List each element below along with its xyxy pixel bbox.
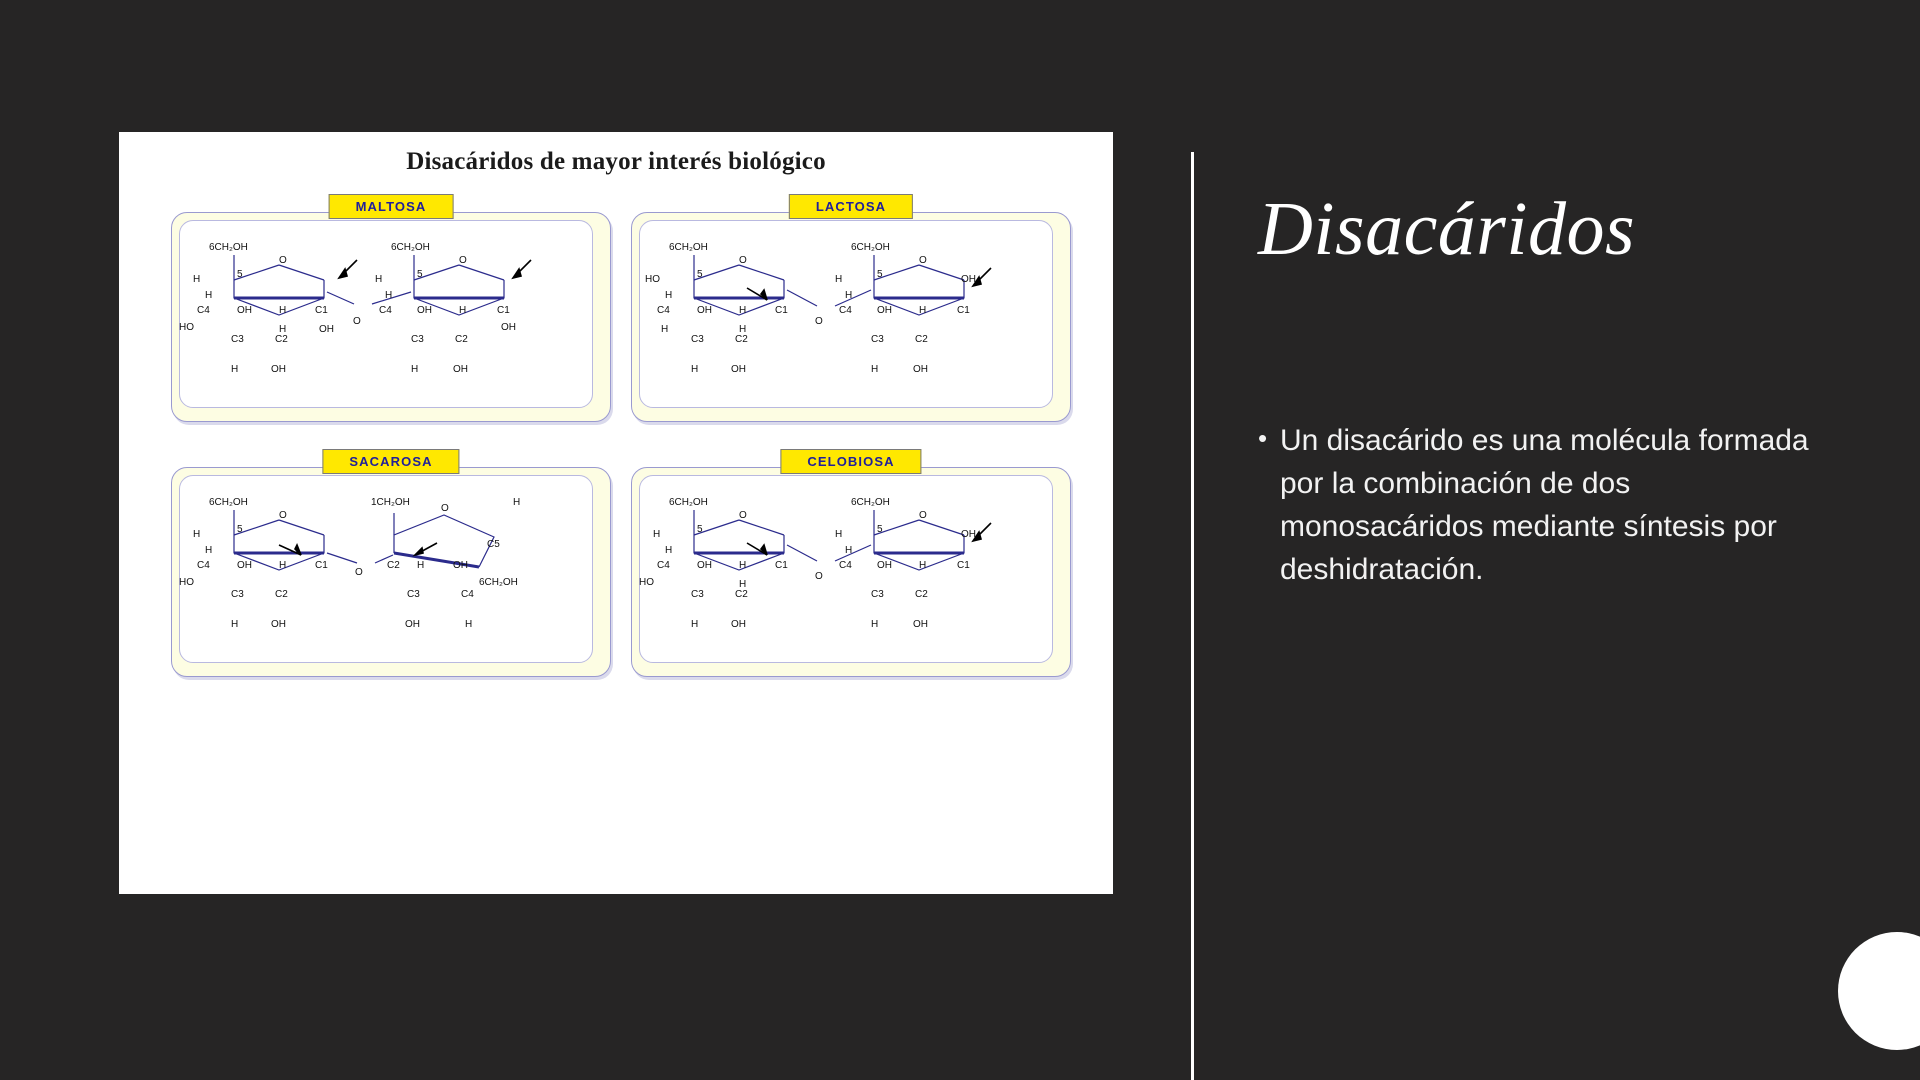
svg-text:C2: C2 — [387, 560, 400, 571]
svg-text:H: H — [417, 560, 425, 571]
svg-text:6CH₂OH: 6CH₂OH — [851, 242, 890, 253]
svg-text:C2: C2 — [275, 589, 288, 600]
svg-text:1CH₂OH: 1CH₂OH — [371, 497, 410, 508]
svg-text:H: H — [279, 305, 287, 316]
disaccharide-panel-sacarosa — [171, 449, 611, 677]
svg-text:O: O — [459, 255, 467, 266]
corner-circle-decoration — [1838, 932, 1920, 1050]
svg-text:H: H — [845, 290, 853, 301]
disaccharide-panel-lactosa — [631, 194, 1071, 422]
svg-text:C4: C4 — [379, 305, 392, 316]
svg-text:C2: C2 — [915, 334, 928, 345]
svg-text:C3: C3 — [231, 589, 244, 600]
vertical-divider — [1191, 152, 1194, 1080]
svg-text:C2: C2 — [455, 334, 468, 345]
svg-text:C4: C4 — [839, 560, 852, 571]
svg-text:5: 5 — [417, 269, 423, 280]
svg-text:H: H — [193, 529, 201, 540]
svg-text:H: H — [231, 364, 239, 375]
svg-text:H: H — [691, 619, 699, 630]
svg-text:C1: C1 — [497, 305, 510, 316]
svg-text:O: O — [279, 510, 287, 521]
svg-text:C1: C1 — [957, 305, 970, 316]
svg-text:C2: C2 — [735, 589, 748, 600]
structure-diagram-maltosa — [179, 220, 601, 410]
svg-text:OH: OH — [271, 619, 286, 630]
svg-text:HO: HO — [639, 577, 654, 588]
svg-text:C4: C4 — [839, 305, 852, 316]
svg-text:C3: C3 — [411, 334, 424, 345]
svg-text:OH: OH — [913, 619, 928, 630]
svg-text:OH: OH — [961, 274, 976, 285]
panel-label-maltosa: MALTOSA — [329, 194, 454, 219]
svg-text:OH: OH — [237, 560, 252, 571]
svg-text:OH: OH — [271, 364, 286, 375]
svg-text:OH: OH — [237, 305, 252, 316]
svg-text:6CH₂OH: 6CH₂OH — [479, 577, 518, 588]
svg-text:O: O — [355, 567, 363, 578]
svg-text:6CH₂OH: 6CH₂OH — [391, 242, 430, 253]
svg-text:C4: C4 — [197, 560, 210, 571]
svg-text:OH: OH — [913, 364, 928, 375]
page-title: Disacáridos — [1258, 187, 1636, 271]
svg-text:O: O — [815, 571, 823, 582]
svg-text:H: H — [691, 364, 699, 375]
svg-text:H: H — [465, 619, 473, 630]
svg-text:OH: OH — [877, 305, 892, 316]
svg-text:C3: C3 — [691, 589, 704, 600]
bullet-list — [1258, 420, 1828, 592]
svg-text:H: H — [653, 529, 661, 540]
svg-text:6CH₂OH: 6CH₂OH — [669, 242, 708, 253]
svg-text:H: H — [375, 274, 383, 285]
svg-text:OH: OH — [697, 305, 712, 316]
svg-text:OH: OH — [961, 529, 976, 540]
svg-text:C4: C4 — [461, 589, 474, 600]
svg-text:H: H — [919, 305, 927, 316]
svg-text:6CH₂OH: 6CH₂OH — [209, 497, 248, 508]
svg-text:H: H — [385, 290, 393, 301]
svg-text:O: O — [739, 510, 747, 521]
svg-text:C4: C4 — [197, 305, 210, 316]
structure-diagram-sacarosa — [179, 475, 601, 665]
svg-text:H: H — [835, 274, 843, 285]
svg-text:H: H — [279, 324, 287, 335]
figure-image — [119, 132, 1113, 894]
svg-text:H: H — [661, 324, 669, 335]
svg-text:H: H — [845, 545, 853, 556]
svg-text:HO: HO — [645, 274, 660, 285]
svg-text:5: 5 — [237, 524, 243, 535]
svg-text:O: O — [353, 316, 361, 327]
svg-text:5: 5 — [237, 269, 243, 280]
svg-text:H: H — [739, 579, 747, 590]
svg-text:H: H — [459, 305, 467, 316]
svg-text:6CH₂OH: 6CH₂OH — [669, 497, 708, 508]
svg-text:H: H — [193, 274, 201, 285]
svg-text:C3: C3 — [407, 589, 420, 600]
svg-text:OH: OH — [697, 560, 712, 571]
svg-text:H: H — [739, 305, 747, 316]
svg-text:6CH₂OH: 6CH₂OH — [851, 497, 890, 508]
svg-text:H: H — [665, 290, 673, 301]
svg-text:HO: HO — [179, 322, 194, 333]
svg-text:H: H — [739, 560, 747, 571]
svg-text:H: H — [205, 290, 213, 301]
svg-text:OH: OH — [731, 364, 746, 375]
svg-text:H: H — [919, 560, 927, 571]
list-item — [1258, 420, 1828, 592]
svg-text:C1: C1 — [957, 560, 970, 571]
svg-text:H: H — [411, 364, 419, 375]
svg-text:O: O — [919, 255, 927, 266]
svg-text:5: 5 — [877, 524, 883, 535]
svg-text:OH: OH — [417, 305, 432, 316]
svg-text:OH: OH — [731, 619, 746, 630]
svg-text:C3: C3 — [691, 334, 704, 345]
disaccharide-panel-maltosa — [171, 194, 611, 422]
svg-text:C3: C3 — [871, 334, 884, 345]
svg-text:H: H — [279, 560, 287, 571]
svg-text:C3: C3 — [231, 334, 244, 345]
panel-label-sacarosa: SACAROSA — [322, 449, 459, 474]
svg-text:O: O — [815, 316, 823, 327]
figure-title: Disacáridos de mayor interés biológico — [406, 148, 826, 175]
svg-text:C4: C4 — [657, 305, 670, 316]
svg-text:C1: C1 — [775, 560, 788, 571]
svg-text:C2: C2 — [915, 589, 928, 600]
svg-text:C1: C1 — [775, 305, 788, 316]
svg-text:C2: C2 — [275, 334, 288, 345]
bullet-dot-icon: • — [1258, 423, 1268, 453]
svg-text:OH: OH — [453, 364, 468, 375]
svg-text:5: 5 — [697, 524, 703, 535]
svg-text:OH: OH — [405, 619, 420, 630]
svg-text:H: H — [871, 364, 879, 375]
svg-text:OH: OH — [453, 560, 468, 571]
svg-text:OH: OH — [501, 322, 516, 333]
svg-text:O: O — [441, 503, 449, 514]
svg-text:O: O — [279, 255, 287, 266]
svg-text:HO: HO — [179, 577, 194, 588]
svg-text:OH: OH — [877, 560, 892, 571]
svg-text:H: H — [205, 545, 213, 556]
panel-label-celobiosa: CELOBIOSA — [780, 449, 921, 474]
svg-text:H: H — [513, 497, 521, 508]
svg-text:H: H — [835, 529, 843, 540]
svg-text:5: 5 — [877, 269, 883, 280]
svg-text:H: H — [871, 619, 879, 630]
svg-text:C1: C1 — [315, 560, 328, 571]
svg-text:O: O — [919, 510, 927, 521]
svg-text:C3: C3 — [871, 589, 884, 600]
structure-diagram-lactosa — [639, 220, 1061, 410]
disaccharide-panel-celobiosa — [631, 449, 1071, 677]
structure-diagram-celobiosa — [639, 475, 1061, 665]
svg-text:H: H — [665, 545, 673, 556]
svg-text:OH: OH — [319, 324, 334, 335]
panel-label-lactosa: LACTOSA — [789, 194, 913, 219]
svg-text:C2: C2 — [735, 334, 748, 345]
svg-text:5: 5 — [697, 269, 703, 280]
svg-text:H: H — [739, 324, 747, 335]
svg-text:C5: C5 — [487, 539, 500, 550]
svg-text:O: O — [739, 255, 747, 266]
svg-text:C4: C4 — [657, 560, 670, 571]
svg-text:6CH₂OH: 6CH₂OH — [209, 242, 248, 253]
svg-text:H: H — [231, 619, 239, 630]
bullet-text: Un disacárido es una molécula formada por la combinación de dos monosacáridos mediante síntesis por deshidratación. — [1280, 424, 1809, 586]
svg-text:C1: C1 — [315, 305, 328, 316]
